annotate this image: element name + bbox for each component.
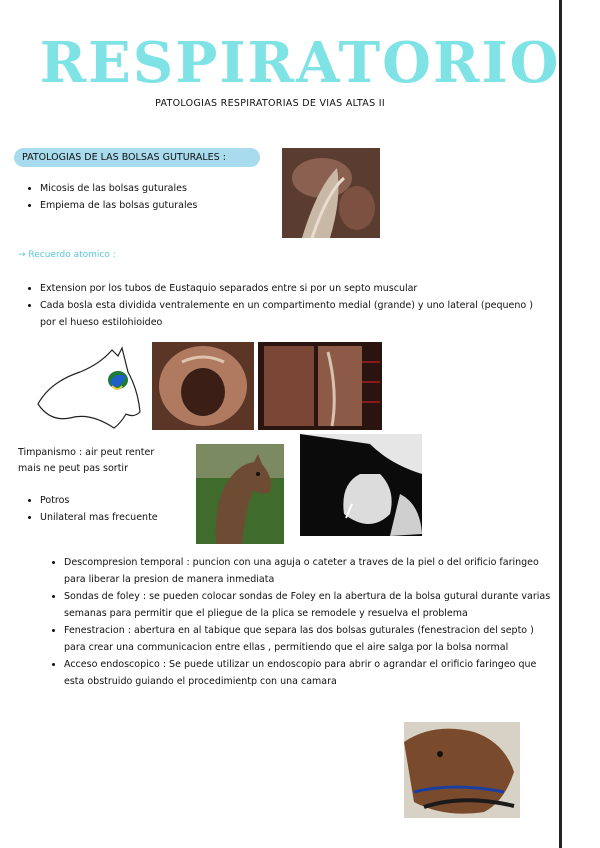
list-item: • Micosis de las bolsas guturales bbox=[40, 180, 280, 197]
list-item: • Sondas de foley : se pueden colocar sondas de Foley en la abertura de la bolsa gutural durante varias semanas para permitir que el pliegue de la plica se remodele y resuelva el problema bbox=[64, 588, 554, 622]
bolsas-pathology-list bbox=[24, 180, 280, 214]
gutural-pouch-photo bbox=[282, 148, 380, 238]
timpanismo-line-2: mais ne peut pas sortir bbox=[18, 463, 128, 474]
anatomy-list bbox=[24, 280, 550, 331]
list-item: • Cada bosla esta dividida ventralemente en un compartimento medial (grande) y uno lateral (pequeno ) por el hueso estilohioideo bbox=[40, 297, 550, 331]
endoscopy-photo-1 bbox=[152, 342, 254, 430]
endoscopy-photo-2 bbox=[258, 342, 382, 430]
list-item: • Fenestracion : abertura en al tabique que separa las dos bolsas guturales (fenestracion del septo ) para crear una communicacion entre ellas , permitiendo que el aire salga por la bolsa normal bbox=[64, 622, 554, 656]
list-item: • Potros bbox=[40, 492, 210, 509]
page-title: RESPIRATORIO bbox=[39, 30, 561, 96]
list-item: • Descompresion temporal : puncion con una aguja o cateter a traves de la piel o del orificio faringeo para liberar la presion de manera inmediata bbox=[64, 554, 554, 588]
treatment-list bbox=[48, 554, 554, 690]
page-border-rule bbox=[559, 0, 562, 848]
list-item: • Extension por los tubos de Eustaquio separados entre si por un septo muscular bbox=[40, 280, 550, 297]
horse-endoscopy-photo bbox=[404, 722, 520, 818]
page-subtitle: PATOLOGIAS RESPIRATORIAS DE VIAS ALTAS II bbox=[155, 98, 385, 109]
list-item: • Unilateral mas frecuente bbox=[40, 509, 210, 526]
radiograph-image bbox=[300, 434, 422, 536]
section-heading-bolsas-guturales: PATOLOGIAS DE LAS BOLSAS GUTURALES : bbox=[14, 148, 260, 167]
list-item: • Empiema de las bolsas guturales bbox=[40, 197, 280, 214]
foal-photo bbox=[196, 444, 284, 544]
reminder-anatomy-label: → Recuerdo atomico : bbox=[18, 250, 116, 260]
list-item: • Acceso endoscopico : Se puede utilizar un endoscopio para abrir o agrandar el orificio faringeo que esta obstruido guiando el procedimientp con una camara bbox=[64, 656, 554, 690]
horse-head-diagram bbox=[30, 342, 148, 430]
timpanismo-list bbox=[24, 492, 210, 526]
timpanismo-line-1: Timpanismo : air peut renter bbox=[18, 447, 155, 458]
